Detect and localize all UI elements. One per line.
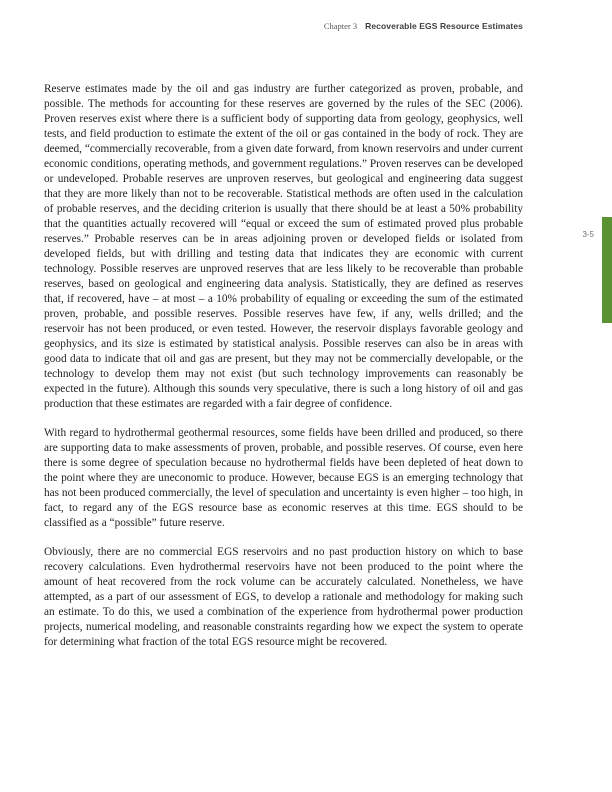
page-number: 3-5 bbox=[582, 230, 594, 239]
chapter-title: Recoverable EGS Resource Estimates bbox=[365, 21, 523, 31]
chapter-edge-tab bbox=[602, 217, 612, 323]
paragraph-oil-gas-reserves: Reserve estimates made by the oil and gas industry are further categorized as proven, probable, and possible. The methods for accounting for these reserves are governed by the rules of the SEC (2006). Proven reserves exist where there is a sufficient body of supporting data from geology, geophysics, well tests, and field production to estimate the extent of the oil or gas contained in the body of rock. They are deemed, “commercially recoverable, from a given date forward, from known reservoirs and under current economic conditions, operating methods, and government regulations.” Proven reserves can be developed or undeveloped. Probable reserves are unproven reserves, but geological and engineering data suggest that they are more likely than not to be recoverable. Statistical methods are often used in the calculation of probable reserves, and the deciding criterion is usually that there should be at least a 50% probability that the quantities actually recovered will “equal or exceed the sum of estimated proved plus probable reserves.” Probable reserves can be in areas adjoining proven or developed fields or isolated from developed fields, but with drilling and testing data that indicates they are economic with current technology. Possible reserves are unproved reserves that are less likely to be recoverable than probable reserves, based on geological and engineering data analysis. Statistically, they are defined as reserves that, if recovered, have – at most – a 10% probability of equaling or exceeding the sum of the estimated proven, probable, and possible reserves. Possible reserves have few, if any, wells drilled; and the reservoir has not been produced, or even tested. However, the reservoir displays favorable geology and geophysics, and its size is estimated by statistical analysis. Possible reserves can also be in areas with good data to indicate that oil and gas are present, but they may not be commercially developable, or the technology to develop them may not exist (but such technology improvements can reasonably be expected in the future). Although this sounds very speculative, there is such a long history of oil and gas production that these estimates are regarded with a fair degree of confidence. bbox=[44, 83, 523, 410]
chapter-label: Chapter 3 bbox=[323, 21, 358, 31]
paragraph-egs-recovery-estimate: Obviously, there are no commercial EGS reservoirs and no past production history on which to base recovery calculations. Even hydrothermal reservoirs have not been produced to the point where the amount of heat recovered from the rock volume can be accurately calculated. Nonetheless, we have attempted, as a part of our assessment of EGS, to develop a rationale and methodology for making such an estimate. To do this, we used a combination of the experience from hydrothermal power production projects, numerical modeling, and reasonable constraints regarding how we expect the system to operate for determining what fraction of the total EGS resource might be recovered. bbox=[44, 546, 523, 648]
body-text bbox=[44, 82, 523, 664]
paragraph-hydrothermal-resources: With regard to hydrothermal geothermal resources, some fields have been drilled and produced, so there are supporting data to make assessments of proven, probable, and possible reserves. Of course, even here there is some degree of speculation because no hydrothermal fields have been depleted of heat down to the point where they are uneconomic to produce. However, because EGS is an emerging technology that has not been produced commercially, the level of speculation and uncertainty is even higher – too high, in fact, to regard any of the EGS resource base as economic reserves at this time. EGS should to be classified as a “possible” future reserve. bbox=[44, 427, 523, 529]
page-header bbox=[0, 16, 523, 34]
